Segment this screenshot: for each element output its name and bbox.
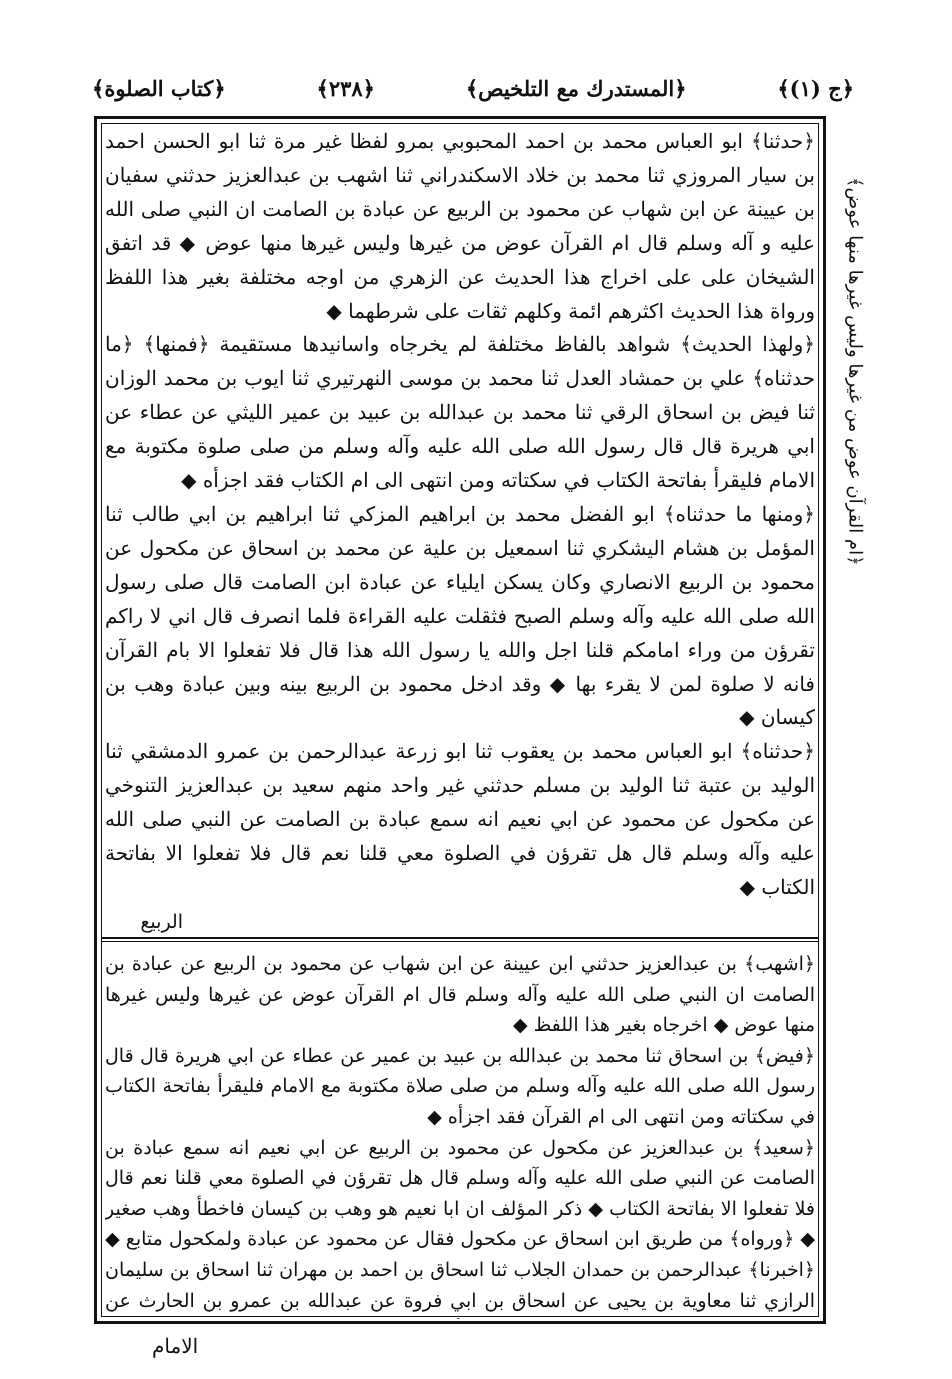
page-number: ﴿٢٣٨﴾ (316, 75, 375, 101)
paragraph: ﴿ومنها ما حدثناه﴾ ابو الفضل محمد بن ابراهيم المزكي ثنا ابراهيم بن ابي طالب ثنا المؤمل بن هشام اليشكري ثنا اسمعيل بن علية عن محمد بن اسحاق عن مكحول عن محمود بن الربيع الانصاري وكان يسكن ايلياء عن عبادة ابن الصامت قال صلى رسول الله صلى الله عليه وآله وسلم الصبح فثقلت عليه القراءة فلما انصرف قال اني لا راكم تقرؤن من وراء امامكم قلنا اجل والله يا رسول الله هذا قال فلا تفعلوا الا بام القرآن فانه لا صلوة لمن لا يقرء بها ◆ وقد ادخل محمود بن الربيع بينه وبين عبادة وهب بن كيسان ◆ (105, 501, 815, 730)
footnote-heading: الربيع (140, 911, 183, 933)
catchword: الامام (152, 1334, 199, 1358)
text-frame (94, 116, 826, 1324)
footnote-paragraph: ﴿فيض﴾ بن اسحاق ثنا محمد بن عبدالله بن عبيد بن عمير عن عطاء عن ابي هريرة قال قال رسول الله صلى الله عليه وآله وسلم من صلى صلاة مكتوبة مع الامام فليقرأ بفاتحة الكتاب في سكتاته ومن انتهى الى ام القرآن فقد اجزأه ◆ (105, 1044, 815, 1128)
paragraph: ﴿حدثنا﴾ ابو العباس محمد بن احمد المحبوبي بمرو لفظا غير مرة ثنا ابو الحسن احمد بن سيار المروزي ثنا محمد بن خلاد الاسكندراني ثنا اشهب بن عبدالعزيز حدثني سفيان بن عيينة عن ابن شهاب عن محمود بن الربيع عن عبادة بن الصامت ان النبي صلى الله عليه و آله وسلم قال ام القرآن عوض من غيرها وليس غيرها منها عوض ◆ قد اتفق الشيخان على على اخراج هذا الحديث عن الزهري من اوجه مختلفة بغير هذا اللفظ ورواة هذا الحديث اكثرهم ائمة وكلهم ثقات على شرطهما ◆ (105, 129, 815, 323)
footnote-divider (101, 937, 819, 939)
footnote-divider-thin (101, 941, 819, 942)
paragraph: ﴿ولهذا الحديث﴾ شواهد بالفاظ مختلفة لم يخرجاه واسانيدها مستقيمة ﴿فمنها﴾ ﴿ما حدثناه﴾ علي بن حمشاد العدل ثنا محمد بن موسى النهرتيري ثنا ايوب بن محمد الوزان ثنا فيض بن اسحاق الرقي ثنا محمد بن عبدالله بن عبيد بن عمير الليثي عن عطاء عن ابي هريرة قال قال رسول الله صلى الله عليه وآله وسلم من صلى صلوة مكتوبة مع الامام فليقرأ بفاتحة الكتاب في سكتاته ومن انتهى الى ام الكتاب فقد اجزأه ◆ (105, 332, 815, 493)
paragraph: ﴿حدثناه﴾ ابو العباس محمد بن يعقوب ثنا ابو زرعة عبدالرحمن بن عمرو الدمشقي ثنا الوليد بن عتبة ثنا الوليد بن مسلم حدثني غير واحد منهم سعيد بن عبدالعزيز التنوخي عن مكحول عن محمود عن ابي نعيم انه سمع عبادة بن الصامت عن النبي صلى الله عليه وآله وسلم قال هل تقرؤن في الصلوة معي قلنا نعم قال فلا تفعلوا الا بفاتحة الكتاب ◆ (105, 739, 815, 899)
talkhis-footnote-block (105, 949, 815, 1319)
main-text-block (105, 125, 815, 909)
paragraph (105, 905, 815, 909)
footnote-paragraph: ﴿اخبرنا﴾ عبدالرحمن بن حمدان الجلاب ثنا اسحاق بن احمد بن مهران ثنا اسحاق بن سليمان الرازي ثنا معاوية بن يحيى عن اسحاق بن ابي فروة عن عبدالله بن عمرو بن الحارث عن (105, 1258, 815, 1312)
book-title: ﴿كتاب الصلوة﴾ (92, 75, 226, 101)
volume-label: ﴿ج (١)﴾ (777, 75, 854, 101)
margin-note-text: ﴿ام القرآن عوض من غيرها وليس غيرها منها عوض﴾ (844, 176, 866, 566)
footnote-paragraph: ﴿اشهب﴾ بن عبدالعزيز حدثني ابن عيينة عن ابن شهاب عن محمود بن الربيع عن عبادة بن الصامت ان النبي صلى الله عليه وآله وسلم قال ام القرآن عوض عن غيرها وليس غيرها منها عوض ◆ اخرجاه بغير هذا اللفظ ◆ (105, 953, 815, 1037)
footnote-paragraph: ﴿سعيد﴾ بن عبدالعزيز عن مكحول عن محمود بن الربيع عن ابي نعيم انه سمع عبادة بن الصامت عن النبي صلى الله عليه وآله وسلم قال هل تقرؤن في الصلوة معي قلنا نعم قال فلا تفعلوا الا بفاتحة الكتاب ◆ ذكر المؤلف ان ابا نعيم هو وهب بن كيسان فاخطأ وهب صغير ◆ ﴿ورواه﴾ من طريق ابن اسحاق عن مكحول فقال عن محمود عن عبادة ولمكحول متابع ◆ (105, 1136, 815, 1251)
margin-note (836, 176, 874, 566)
running-title: ﴿المستدرك مع التلخيص﴾ (465, 75, 687, 101)
page-header (92, 68, 854, 108)
